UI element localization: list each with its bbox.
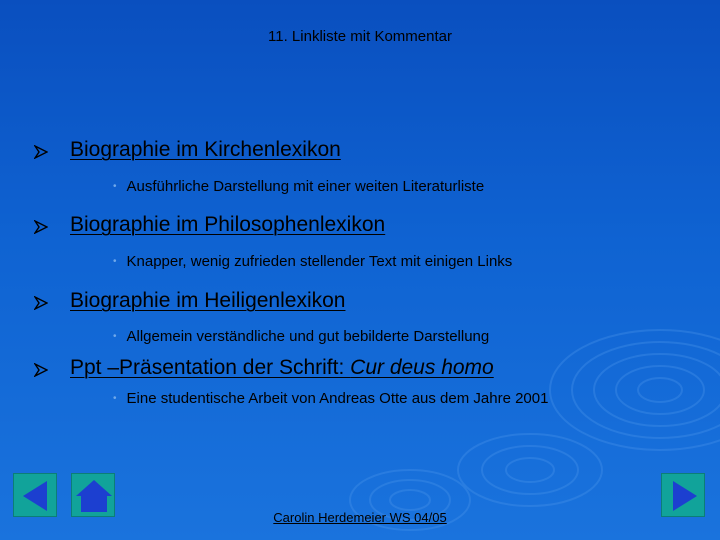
link-kirchenlexikon[interactable]: Biographie im Kirchenlexikon bbox=[70, 138, 341, 161]
footer-author bbox=[0, 510, 720, 525]
comment-heiligenlexikon bbox=[113, 328, 489, 345]
comment-kirchenlexikon bbox=[113, 178, 484, 195]
small-dot-bullet-icon: • bbox=[113, 393, 117, 404]
small-dot-bullet-icon: • bbox=[113, 181, 117, 192]
comment-ppt-presentation bbox=[113, 390, 548, 407]
small-dot-bullet-icon: • bbox=[113, 331, 117, 342]
link-heiligenlexikon[interactable]: Biographie im Heiligenlexikon bbox=[70, 289, 346, 312]
link-ppt-presentation[interactable] bbox=[70, 356, 494, 380]
comment-text: Allgemein verständliche und gut bebilderte Darstellung bbox=[126, 328, 490, 345]
comment-text: Ausführliche Darstellung mit einer weiten Literaturliste bbox=[126, 178, 485, 195]
footer-text: Carolin Herdemeier WS 04/05 bbox=[273, 510, 447, 525]
comment-text: Eine studentische Arbeit von Andreas Otte aus dem Jahre 2001 bbox=[126, 390, 549, 407]
small-dot-bullet-icon: • bbox=[113, 256, 117, 267]
arrowhead-bullet-icon bbox=[34, 220, 48, 234]
arrowhead-bullet-icon bbox=[34, 363, 48, 377]
link-philosophenlexikon[interactable]: Biographie im Philosophenlexikon bbox=[70, 213, 386, 236]
link-work-title: Cur deus homo bbox=[350, 356, 494, 379]
slide-title: 11. Linkliste mit Kommentar bbox=[268, 28, 452, 45]
comment-philosophenlexikon bbox=[113, 253, 512, 270]
arrowhead-bullet-icon bbox=[34, 296, 48, 310]
arrowhead-bullet-icon bbox=[34, 145, 48, 159]
comment-text: Knapper, wenig zufrieden stellender Text mit einigen Links bbox=[126, 253, 513, 270]
link-prefix: Ppt –Präsentation der Schrift: bbox=[70, 356, 351, 379]
